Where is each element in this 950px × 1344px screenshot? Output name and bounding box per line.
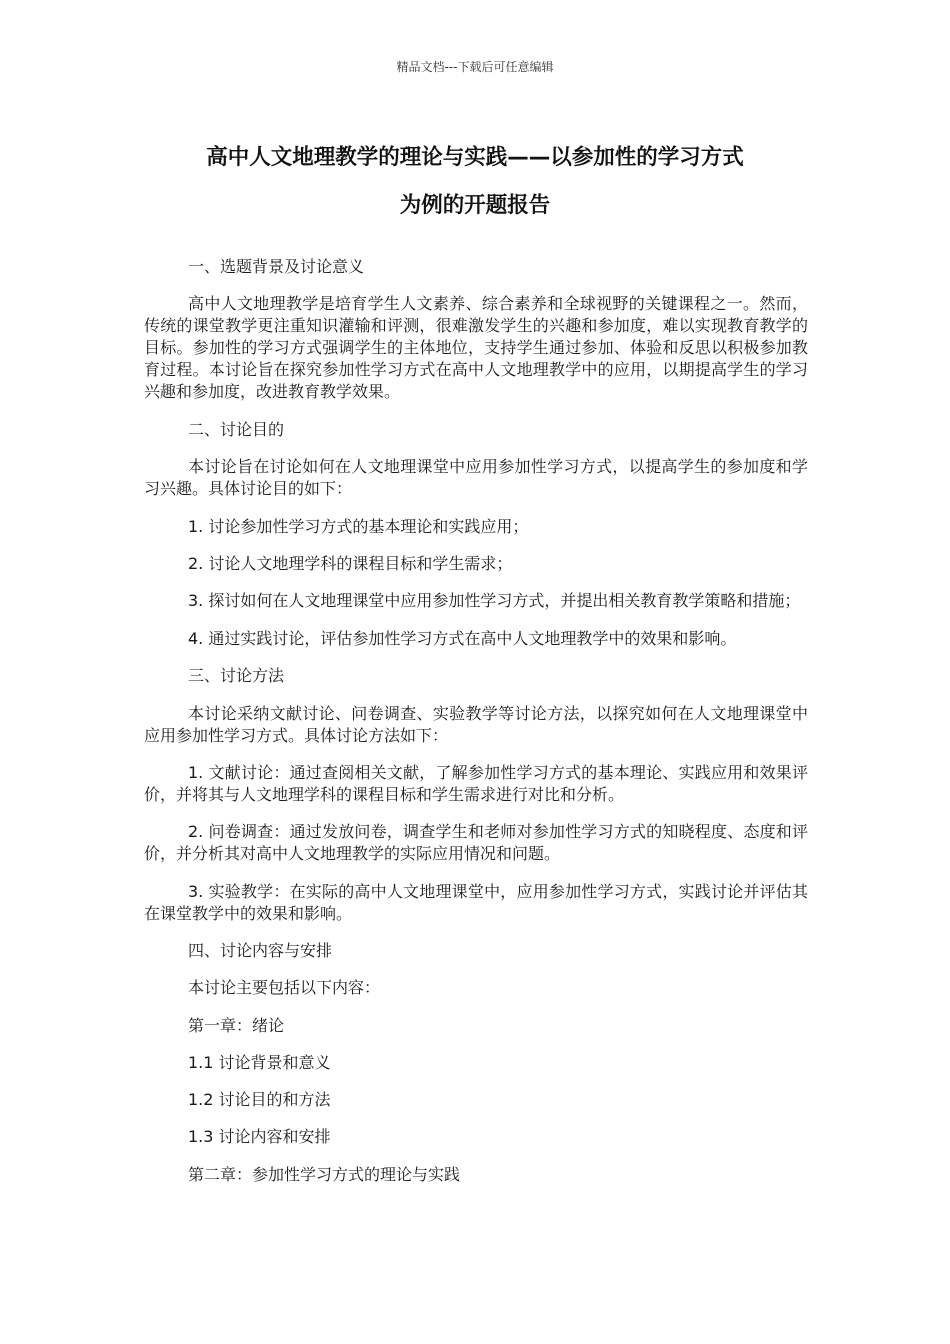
header-note: 精品文档---下载后可任意编辑 [396,60,554,74]
document-title [140,134,810,230]
outline-item: 1.2 讨论目的和方法 [188,1090,331,1110]
title-line-1: 高中人文地理教学的理论与实践——以参加性的学习方式 [206,145,744,170]
paragraph-purpose-intro: 本讨论旨在讨论如何在人文地理课堂中应用参加性学习方式，以提高学生的参加度和学习兴趣。具体讨论目的如下： [144,457,808,499]
section-heading-2: 二、讨论目的 [188,419,285,439]
list-item: 3. 探讨如何在人文地理课堂中应用参加性学习方式，并提出相关教育教学策略和措施； [188,591,801,611]
chapter-heading: 第一章：绪论 [188,1015,285,1035]
title-line-2: 为例的开题报告 [399,193,551,218]
list-item: 1. 文献讨论：通过查阅相关文献，了解参加性学习方式的基本理论、实践应用和效果评价，并将其与人文地理学科的课程目标和学生需求进行对比和分析。 [144,762,808,804]
chapter-heading: 第二章：参加性学习方式的理论与实践 [188,1164,461,1184]
section-heading-1: 一、选题背景及讨论意义 [188,257,365,276]
list-item: 4. 通过实践讨论，评估参加性学习方式在高中人文地理教学中的效果和影响。 [188,628,737,648]
section-heading-3: 三、讨论方法 [188,666,285,686]
section-heading-4: 四、讨论内容与安排 [188,941,333,961]
list-item: 2. 讨论人文地理学科的课程目标和学生需求； [188,553,513,573]
outline-item: 1.1 讨论背景和意义 [188,1053,331,1073]
document-body [144,256,808,1201]
list-item: 1. 讨论参加性学习方式的基本理论和实践应用； [188,516,529,536]
paragraph-background: 高中人文地理教学是培育学生人文素养、综合素养和全球视野的关键课程之一。然而，传统的课堂教学更注重知识灌输和评测，很难激发学生的兴趣和参加度，难以实现教育教学的目标。参加性的学习方式强调学生的主体地位，支持学生通过参加、体验和反思以积极参加教育过程。本讨论旨在探究参加性学习方式在高中人文地理教学中的应用，以期提高学生的学习兴趣和参加度，改进教育教学效果。 [144,294,808,402]
list-item: 3. 实验教学：在实际的高中人文地理课堂中，应用参加性学习方式，实践讨论并评估其在课堂教学中的效果和影响。 [144,881,808,923]
list-item: 2. 问卷调查：通过发放问卷，调查学生和老师对参加性学习方式的知晓程度、态度和评价，并分析其对高中人文地理教学的实际应用情况和问题。 [144,822,808,864]
outline-item: 1.3 讨论内容和安排 [188,1127,331,1147]
paragraph-methods-intro: 本讨论采纳文献讨论、问卷调查、实验教学等讨论方法，以探究如何在人文地理课堂中应用参加性学习方式。具体讨论方法如下： [144,703,808,745]
paragraph-content-intro: 本讨论主要包括以下内容： [188,978,381,998]
